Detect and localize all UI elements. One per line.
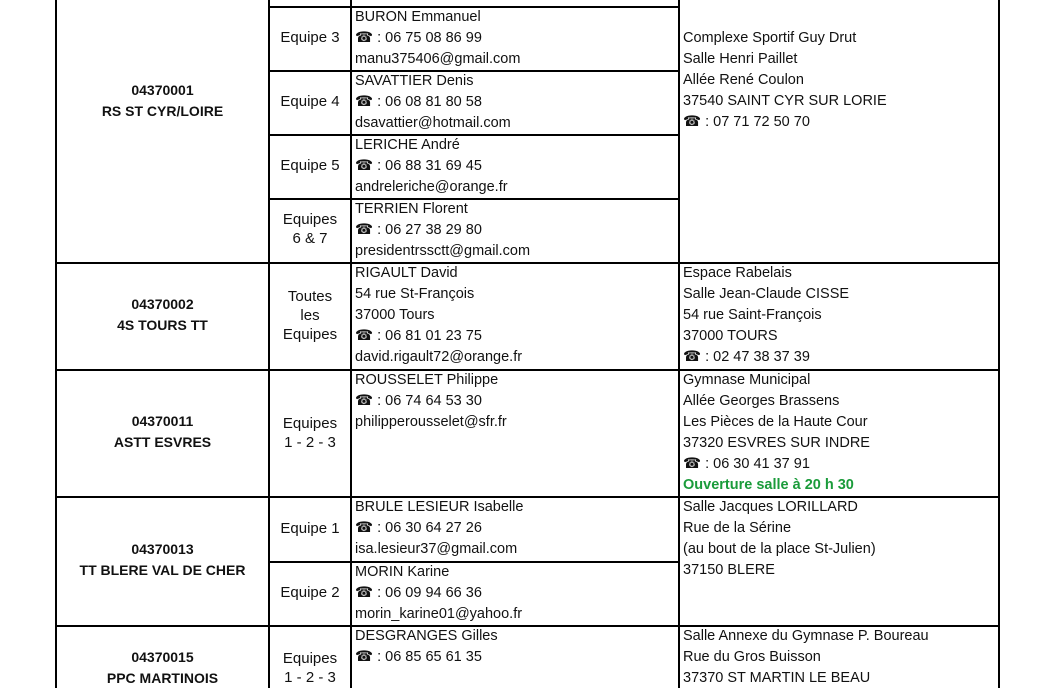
venue-line: Rue du Gros Buisson xyxy=(683,649,821,665)
venue-address xyxy=(683,263,849,368)
contact-name: MORIN Karine xyxy=(355,564,450,580)
team-contact xyxy=(355,199,530,262)
venue-address xyxy=(683,28,887,133)
contact-email: david.rigault72@orange.fr xyxy=(355,349,523,365)
venue-address xyxy=(683,370,870,496)
club-name: ASTT ESVRES xyxy=(113,434,212,450)
venue-line: 37540 SAINT CYR SUR LORIE xyxy=(683,93,887,109)
contact-email: andreleriche@orange.fr xyxy=(355,179,508,195)
team-label: Equipe 5 xyxy=(280,157,340,174)
partial-email xyxy=(355,0,492,2)
contact-phone: ☎ : 06 75 08 86 99 xyxy=(355,30,482,46)
contact-phone: ☎ : 06 88 31 69 45 xyxy=(355,158,482,174)
table-border-col3 xyxy=(678,0,680,688)
venue-line: Espace Rabelais xyxy=(683,265,792,281)
team-contact xyxy=(355,497,523,560)
table-border-col2 xyxy=(350,0,352,688)
club-ppc-martinois xyxy=(57,647,268,689)
club-4s-tours xyxy=(57,294,268,336)
team-contact xyxy=(355,7,520,70)
venue-phone: ☎ : 06 30 41 37 91 xyxy=(683,456,810,472)
contact-phone: ☎ : 06 74 64 53 30 xyxy=(355,393,482,409)
venue-line: Salle Jean-Claude CISSE xyxy=(683,286,850,302)
contact-email: isa.lesieur37@gmail.com xyxy=(355,541,518,557)
venue-line: Allée Georges Brassens xyxy=(683,393,840,409)
team-label: Equipe 3 xyxy=(280,29,340,46)
contact-name: RIGAULT David xyxy=(355,265,458,281)
club-name: PPC MARTINOIS xyxy=(106,670,219,686)
contact-address: 54 rue St-François xyxy=(355,286,475,302)
contact-phone: ☎ : 06 85 65 61 35 xyxy=(355,649,482,665)
club-code: 04370001 xyxy=(131,82,194,98)
club-code: 04370015 xyxy=(131,649,194,665)
venue-line: 37320 ESVRES SUR INDRE xyxy=(683,435,870,451)
team-contact xyxy=(355,135,508,198)
team-label: Equipes 1 - 2 - 3 xyxy=(282,415,338,451)
contact-name: TERRIEN Florent xyxy=(355,201,468,217)
team-label: Equipes 6 & 7 xyxy=(282,211,338,247)
venue-line: 37000 TOURS xyxy=(683,328,778,344)
club-code: 04370002 xyxy=(131,296,194,312)
venue-line: Salle Henri Paillet xyxy=(683,51,798,67)
club-code: 04370013 xyxy=(131,541,194,557)
contact-email: dsavattier@hotmail.com xyxy=(355,115,511,131)
team-label: Equipes 1 - 2 - 3 xyxy=(282,650,338,686)
team-contact xyxy=(355,562,522,625)
contact-email: manu375406@gmail.com xyxy=(355,51,521,67)
contact-name: SAVATTIER Denis xyxy=(355,73,474,89)
contact-phone: ☎ : 06 30 64 27 26 xyxy=(355,520,482,536)
venue-line: Les Pièces de la Haute Cour xyxy=(683,414,868,430)
venue-line: Complexe Sportif Guy Drut xyxy=(683,30,857,46)
club-name: TT BLERE VAL DE CHER xyxy=(79,562,246,578)
contact-name: DESGRANGES Gilles xyxy=(355,628,498,644)
team-contact xyxy=(355,370,507,433)
venue-phone: ☎ : 02 47 38 37 39 xyxy=(683,349,810,365)
club-code: 04370011 xyxy=(131,413,194,429)
contact-name: LERICHE André xyxy=(355,137,460,153)
club-divider xyxy=(55,262,1000,264)
club-name: RS ST CYR/LOIRE xyxy=(101,103,224,119)
contact-phone: ☎ : 06 81 01 23 75 xyxy=(355,328,482,344)
team-contact xyxy=(355,626,498,668)
venue-line: Salle Annexe du Gymnase P. Boureau xyxy=(683,628,929,644)
contact-city: 37000 Tours xyxy=(355,307,435,323)
club-astt-esvres xyxy=(57,411,268,453)
club-tt-blere xyxy=(57,539,268,581)
table-border-right xyxy=(998,0,1000,688)
club-rs-st-cyr xyxy=(57,80,268,122)
contact-phone: ☎ : 06 27 38 29 80 xyxy=(355,222,482,238)
team-label: Equipe 2 xyxy=(280,584,340,601)
venue-line: 37150 BLERE xyxy=(683,562,775,578)
club-name: 4S TOURS TT xyxy=(117,317,208,333)
contact-email: philipperousselet@sfr.fr xyxy=(355,414,507,430)
contact-name: BURON Emmanuel xyxy=(355,9,481,25)
venue-address xyxy=(683,626,929,689)
contact-phone: ☎ : 06 08 81 80 58 xyxy=(355,94,482,110)
venue-line: 37370 ST MARTIN LE BEAU xyxy=(683,670,871,686)
venue-line: 54 rue Saint-François xyxy=(683,307,822,323)
venue-phone: ☎ : 07 71 72 50 70 xyxy=(683,114,810,130)
venue-line: Salle Jacques LORILLARD xyxy=(683,499,858,515)
team-label: Equipe 4 xyxy=(280,93,340,110)
venue-address xyxy=(683,497,876,581)
contact-email: morin_karine01@yahoo.fr xyxy=(355,606,523,622)
venue-line: (au bout de la place St-Julien) xyxy=(683,541,876,557)
team-label: Toutes les Equipes xyxy=(282,288,338,343)
team-label: Equipe 1 xyxy=(280,520,340,537)
team-contact xyxy=(355,263,522,368)
contact-email: presidentrssctt@gmail.com xyxy=(355,243,531,259)
venue-line: Gymnase Municipal xyxy=(683,372,811,388)
row-divider xyxy=(270,6,350,8)
venue-line: Allée René Coulon xyxy=(683,72,804,88)
venue-line: Rue de la Sérine xyxy=(683,520,792,536)
team-contact xyxy=(355,71,511,134)
venue-opening-note: Ouverture salle à 20 h 30 xyxy=(683,477,854,493)
contact-name: BRULE LESIEUR Isabelle xyxy=(355,499,524,515)
contact-phone: ☎ : 06 09 94 66 36 xyxy=(355,585,482,601)
contact-name: ROUSSELET Philippe xyxy=(355,372,499,388)
